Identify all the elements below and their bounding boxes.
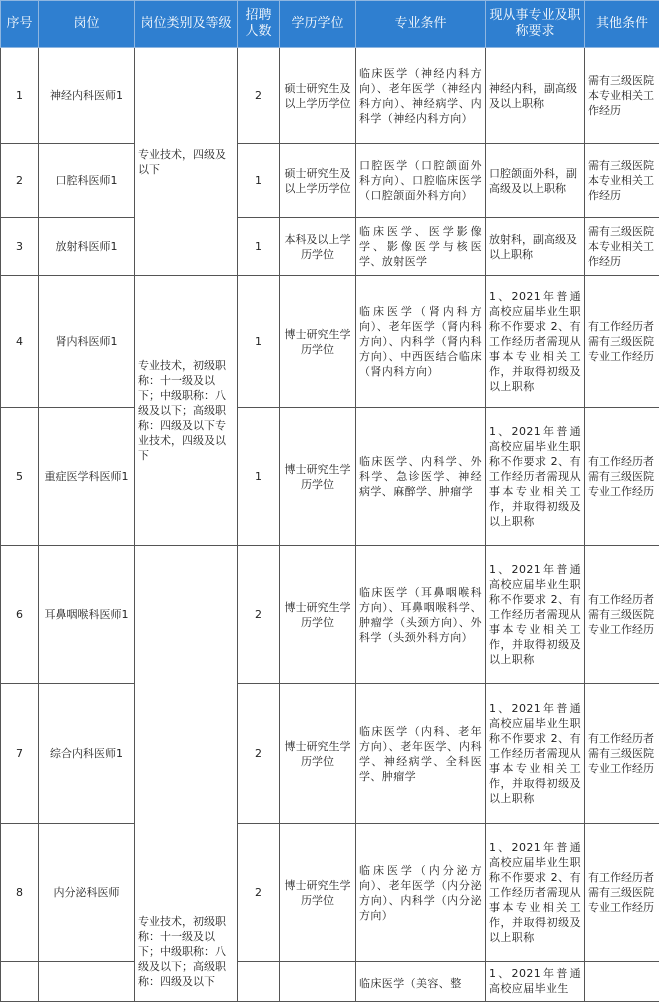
header-no: 序号 [1, 1, 39, 48]
row-requirement: 口腔颌面外科，副高级及以上职称 [486, 144, 585, 218]
table-row [1, 546, 659, 684]
table-row [1, 276, 659, 408]
header-requirement: 现从事专业及职称要求 [486, 1, 585, 48]
row-count: 2 [238, 684, 280, 824]
row-post: 肾内科医师1 [39, 276, 135, 408]
row-post [39, 962, 135, 1002]
row-category [135, 546, 238, 1002]
row-education: 博士研究生学历学位 [280, 546, 356, 684]
header-category: 岗位类别及等级 [135, 1, 238, 48]
header-other: 其他条件 [585, 1, 659, 48]
row-no: 2 [1, 144, 39, 218]
row-post: 神经内科医师1 [39, 48, 135, 144]
row-post: 综合内科医师1 [39, 684, 135, 824]
row-no [1, 962, 39, 1002]
row-no: 8 [1, 824, 39, 962]
table-row [1, 962, 659, 1002]
row-major: 口腔医学（口腔颌面外科方向）、口腔临床医学（口腔颌面外科方向） [356, 144, 486, 218]
row-requirement: 放射科，副高级及以上职称 [486, 218, 585, 276]
row-no: 3 [1, 218, 39, 276]
row-no: 5 [1, 408, 39, 546]
row-education: 硕士研究生及以上学历学位 [280, 144, 356, 218]
row-major: 临床医学（神经内科方向）、老年医学（神经内科方向）、神经病学、内科学（神经内科方向） [356, 48, 486, 144]
row-count: 1 [238, 218, 280, 276]
row-requirement: 神经内科，副高级及以上职称 [486, 48, 585, 144]
row-count: 1 [238, 276, 280, 408]
table-row [1, 144, 659, 218]
row-requirement: 1、2021年普通高校应届毕业生职称不作要求 2、有工作经历者需现从事本专业相关工作，并取得初级及以上职称 [486, 546, 585, 684]
row-no: 1 [1, 48, 39, 144]
row-category: 专业技术，初级职称：十一级及以下；中级职称：八级及以下；高级职称：四级及以下专业技术，四级及以下 [135, 276, 238, 546]
row-other [585, 962, 659, 1002]
row-post: 口腔科医师1 [39, 144, 135, 218]
table-row [1, 218, 659, 276]
row-education: 博士研究生学历学位 [280, 684, 356, 824]
row-post: 重症医学科医师1 [39, 408, 135, 546]
row-other: 有工作经历者需有三级医院专业工作经历 [585, 408, 659, 546]
row-category-text: 专业技术，初级职称：十一级及以下；中级职称：八级及以下；高级职称：四级及以下 [138, 914, 234, 989]
row-category: 专业技术，四级及以下 [135, 48, 238, 276]
row-major: 临床医学（内科、老年方向）、老年医学、内科学、神经病学、全科医学、肿瘤学 [356, 684, 486, 824]
header-major: 专业条件 [356, 1, 486, 48]
row-major: 临床医学、内科学、外科学、急诊医学、神经病学、麻醉学、肿瘤学 [356, 408, 486, 546]
row-post: 内分泌科医师 [39, 824, 135, 962]
row-education: 博士研究生学历学位 [280, 276, 356, 408]
row-major: 临床医学（内分泌方向）、老年医学（内分泌方向）、内科学（内分泌方向） [356, 824, 486, 962]
row-count: 2 [238, 48, 280, 144]
row-requirement: 1、2021年普通高校应届毕业生 [486, 962, 585, 1002]
row-other: 需有三级医院本专业相关工作经历 [585, 144, 659, 218]
table-row [1, 48, 659, 144]
row-post: 耳鼻咽喉科医师1 [39, 546, 135, 684]
row-count [238, 962, 280, 1002]
row-other: 需有三级医院本专业相关工作经历 [585, 48, 659, 144]
row-count: 2 [238, 824, 280, 962]
header-post: 岗位 [39, 1, 135, 48]
table-row [1, 684, 659, 824]
row-requirement: 1、2021年普通高校应届毕业生职称不作要求 2、有工作经历者需现从事本专业相关工作，并取得初级及以上职称 [486, 824, 585, 962]
row-major: 临床医学、医学影像学、影像医学与核医学、放射医学 [356, 218, 486, 276]
row-other: 有工作经历者需有三级医院专业工作经历 [585, 276, 659, 408]
row-education: 博士研究生学历学位 [280, 408, 356, 546]
row-count: 2 [238, 546, 280, 684]
row-requirement: 1、2021年普通高校应届毕业生职称不作要求 2、有工作经历者需现从事本专业相关工作，并取得初级及以上职称 [486, 684, 585, 824]
row-education: 硕士研究生及以上学历学位 [280, 48, 356, 144]
row-other: 需有三级医院本专业相关工作经历 [585, 218, 659, 276]
row-post: 放射科医师1 [39, 218, 135, 276]
row-count: 1 [238, 408, 280, 546]
row-education [280, 962, 356, 1002]
header-education: 学历学位 [280, 1, 356, 48]
row-major: 临床医学（耳鼻咽喉科方向）、耳鼻咽喉科学、肿瘤学（头颈方向）、外科学（头颈外科方向） [356, 546, 486, 684]
row-requirement: 1、2021年普通高校应届毕业生职称不作要求 2、有工作经历者需现从事本专业相关工作，并取得初级及以上职称 [486, 276, 585, 408]
row-no: 6 [1, 546, 39, 684]
row-education: 博士研究生学历学位 [280, 824, 356, 962]
row-major: 临床医学（美容、整 [356, 962, 486, 1002]
row-requirement: 1、2021年普通高校应届毕业生职称不作要求 2、有工作经历者需现从事本专业相关工作，并取得初级及以上职称 [486, 408, 585, 546]
row-major: 临床医学（肾内科方向）、老年医学（肾内科方向）、内科学（肾内科方向）、中西医结合临床（肾内科方向） [356, 276, 486, 408]
row-no: 4 [1, 276, 39, 408]
table-row [1, 408, 659, 546]
row-count: 1 [238, 144, 280, 218]
row-other: 有工作经历者需有三级医院专业工作经历 [585, 824, 659, 962]
row-other: 有工作经历者需有三级医院专业工作经历 [585, 684, 659, 824]
table-row [1, 824, 659, 962]
row-no: 7 [1, 684, 39, 824]
header-count: 招聘人数 [238, 1, 280, 48]
row-education: 本科及以上学历学位 [280, 218, 356, 276]
row-other: 有工作经历者需有三级医院专业工作经历 [585, 546, 659, 684]
header-row [1, 1, 659, 48]
